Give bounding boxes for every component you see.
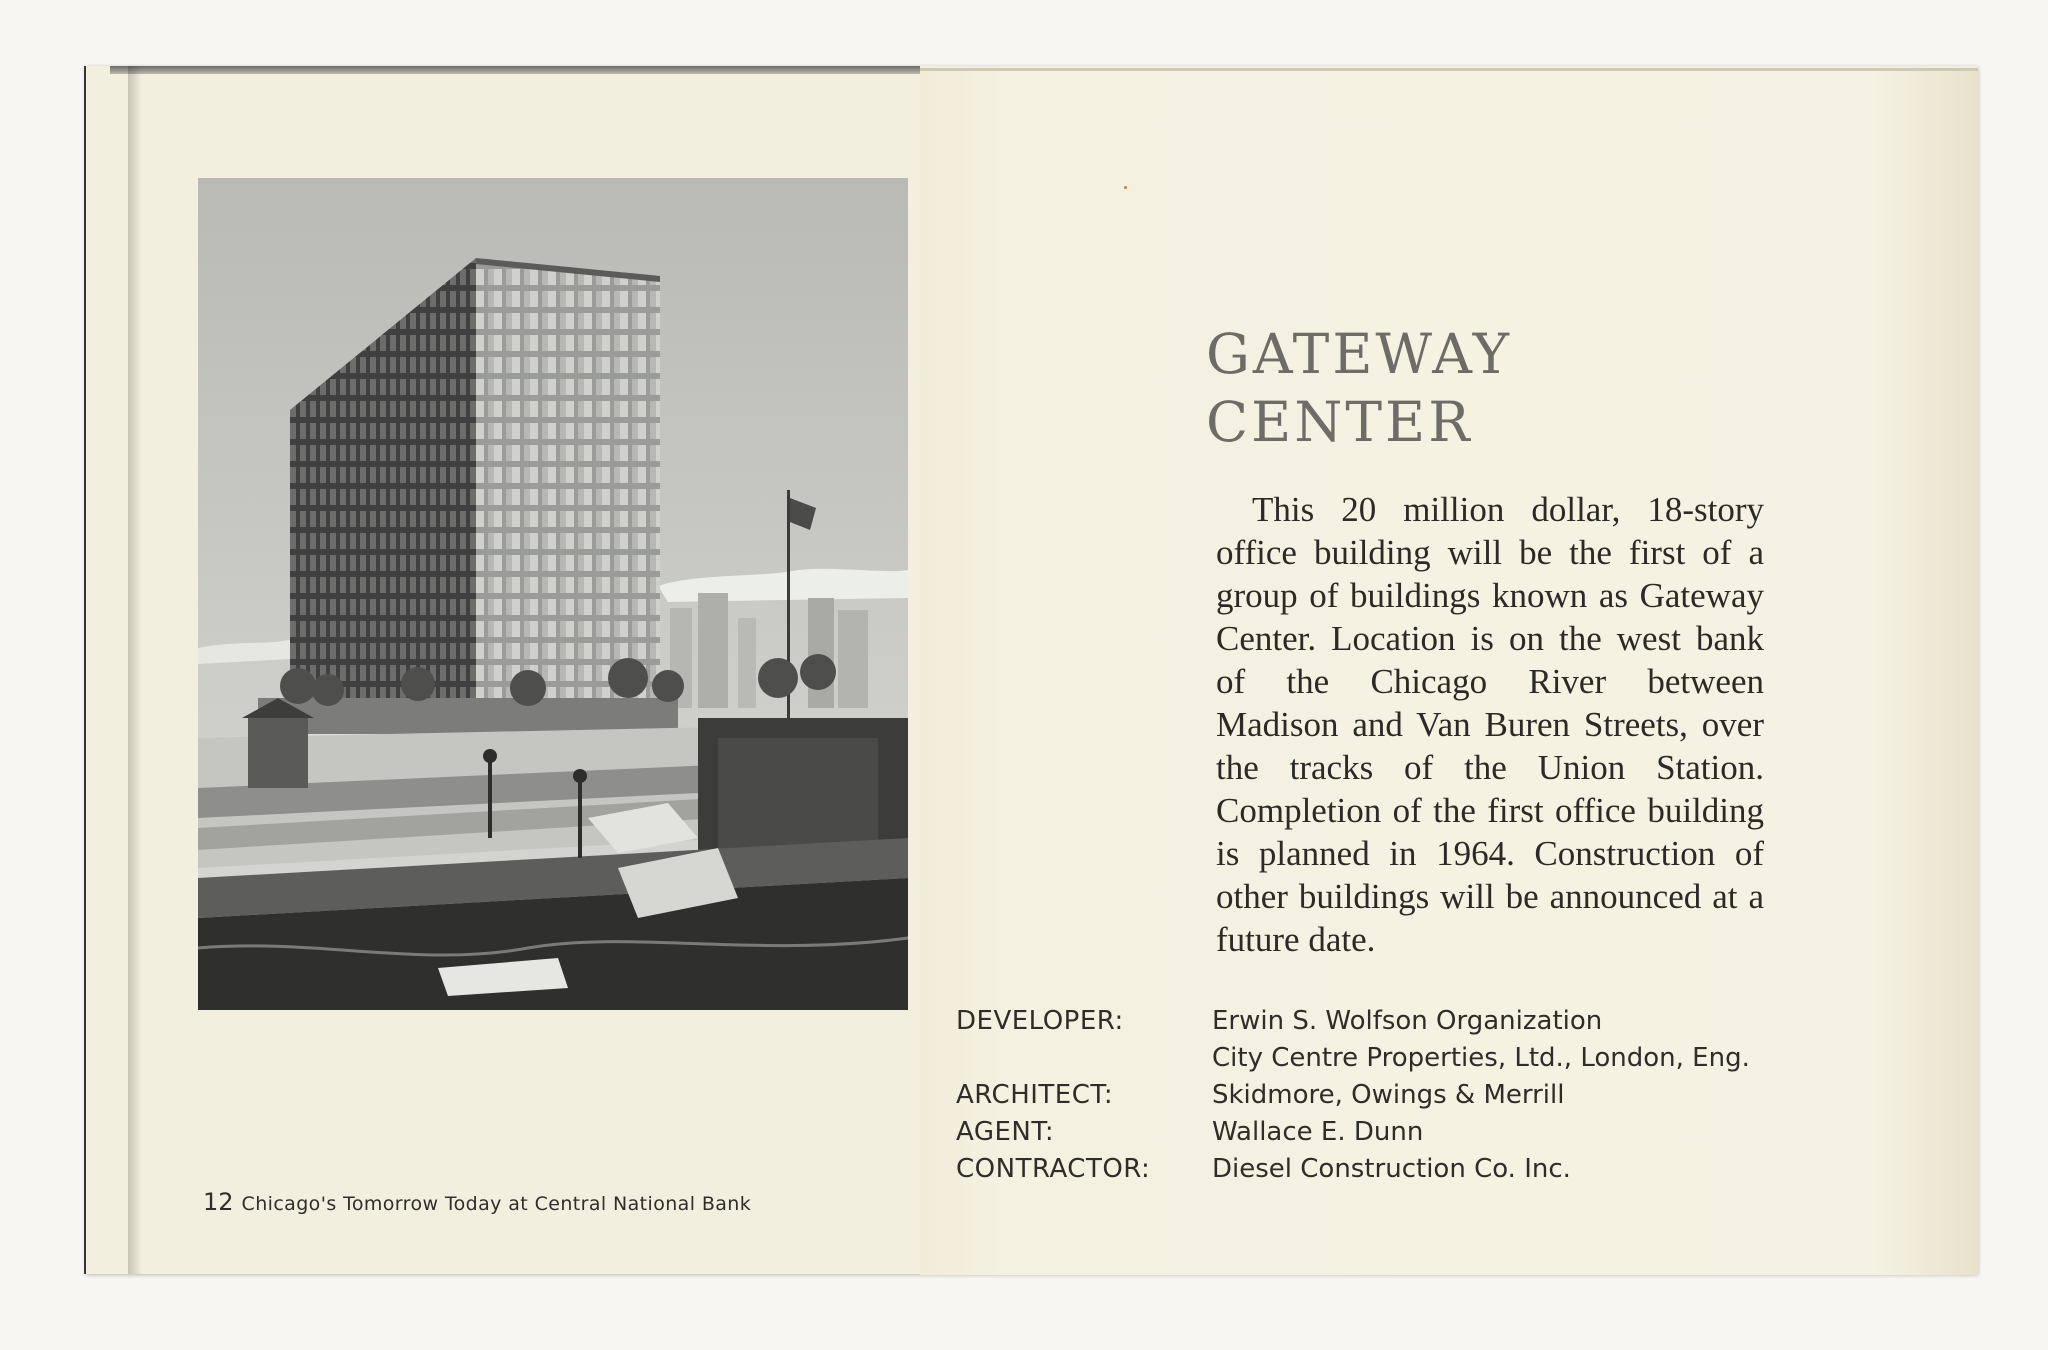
credit-row-agent xyxy=(956,1114,1876,1151)
title-line-1: GATEWAY xyxy=(1206,322,1513,386)
credit-role: DEVELOPER: xyxy=(956,1006,1124,1036)
credit-values xyxy=(1212,1077,1876,1114)
page-number: 12 xyxy=(203,1188,234,1216)
credit-row-contractor xyxy=(956,1151,1876,1188)
title-line-2: CENTER xyxy=(1206,390,1473,454)
credit-values xyxy=(1212,1114,1876,1151)
credit-values xyxy=(1212,1151,1876,1188)
spine-shadow xyxy=(128,66,142,1274)
page-footer xyxy=(203,1188,751,1216)
credit-role: AGENT: xyxy=(956,1117,1055,1147)
credit-row-architect xyxy=(956,1077,1876,1114)
left-page-top-edge xyxy=(110,66,920,74)
credit-value: City Centre Properties, Ltd., London, Eng. xyxy=(1212,1043,1750,1073)
credit-row-developer xyxy=(956,1003,1876,1077)
footer-caption: Chicago's Tomorrow Today at Central National Bank xyxy=(241,1193,752,1215)
credits-list xyxy=(956,1003,1876,1188)
credit-value: Diesel Construction Co. Inc. xyxy=(1212,1154,1571,1184)
credit-role: ARCHITECT: xyxy=(956,1080,1114,1110)
credit-value: Skidmore, Owings & Merrill xyxy=(1212,1080,1565,1110)
credit-role: CONTRACTOR: xyxy=(956,1154,1151,1184)
gateway-center-illustration xyxy=(198,178,908,1010)
paper-speck xyxy=(1124,186,1127,189)
article-title xyxy=(1206,320,1666,456)
credit-value: Wallace E. Dunn xyxy=(1212,1117,1424,1147)
credit-values xyxy=(1212,1003,1876,1077)
credit-value: Erwin S. Wolfson Organization xyxy=(1212,1006,1603,1036)
article-body: This 20 million dollar, 18-story office building will be the first of a group of buildings known as Gateway Center. Location is on the west bank of the Chicago River between Madison and Van Buren Streets, over the tracks of the Union Station. Completion of the first office building is planned in 1964. Construction of other buildings will be announced at a future date. xyxy=(1216,490,1764,959)
